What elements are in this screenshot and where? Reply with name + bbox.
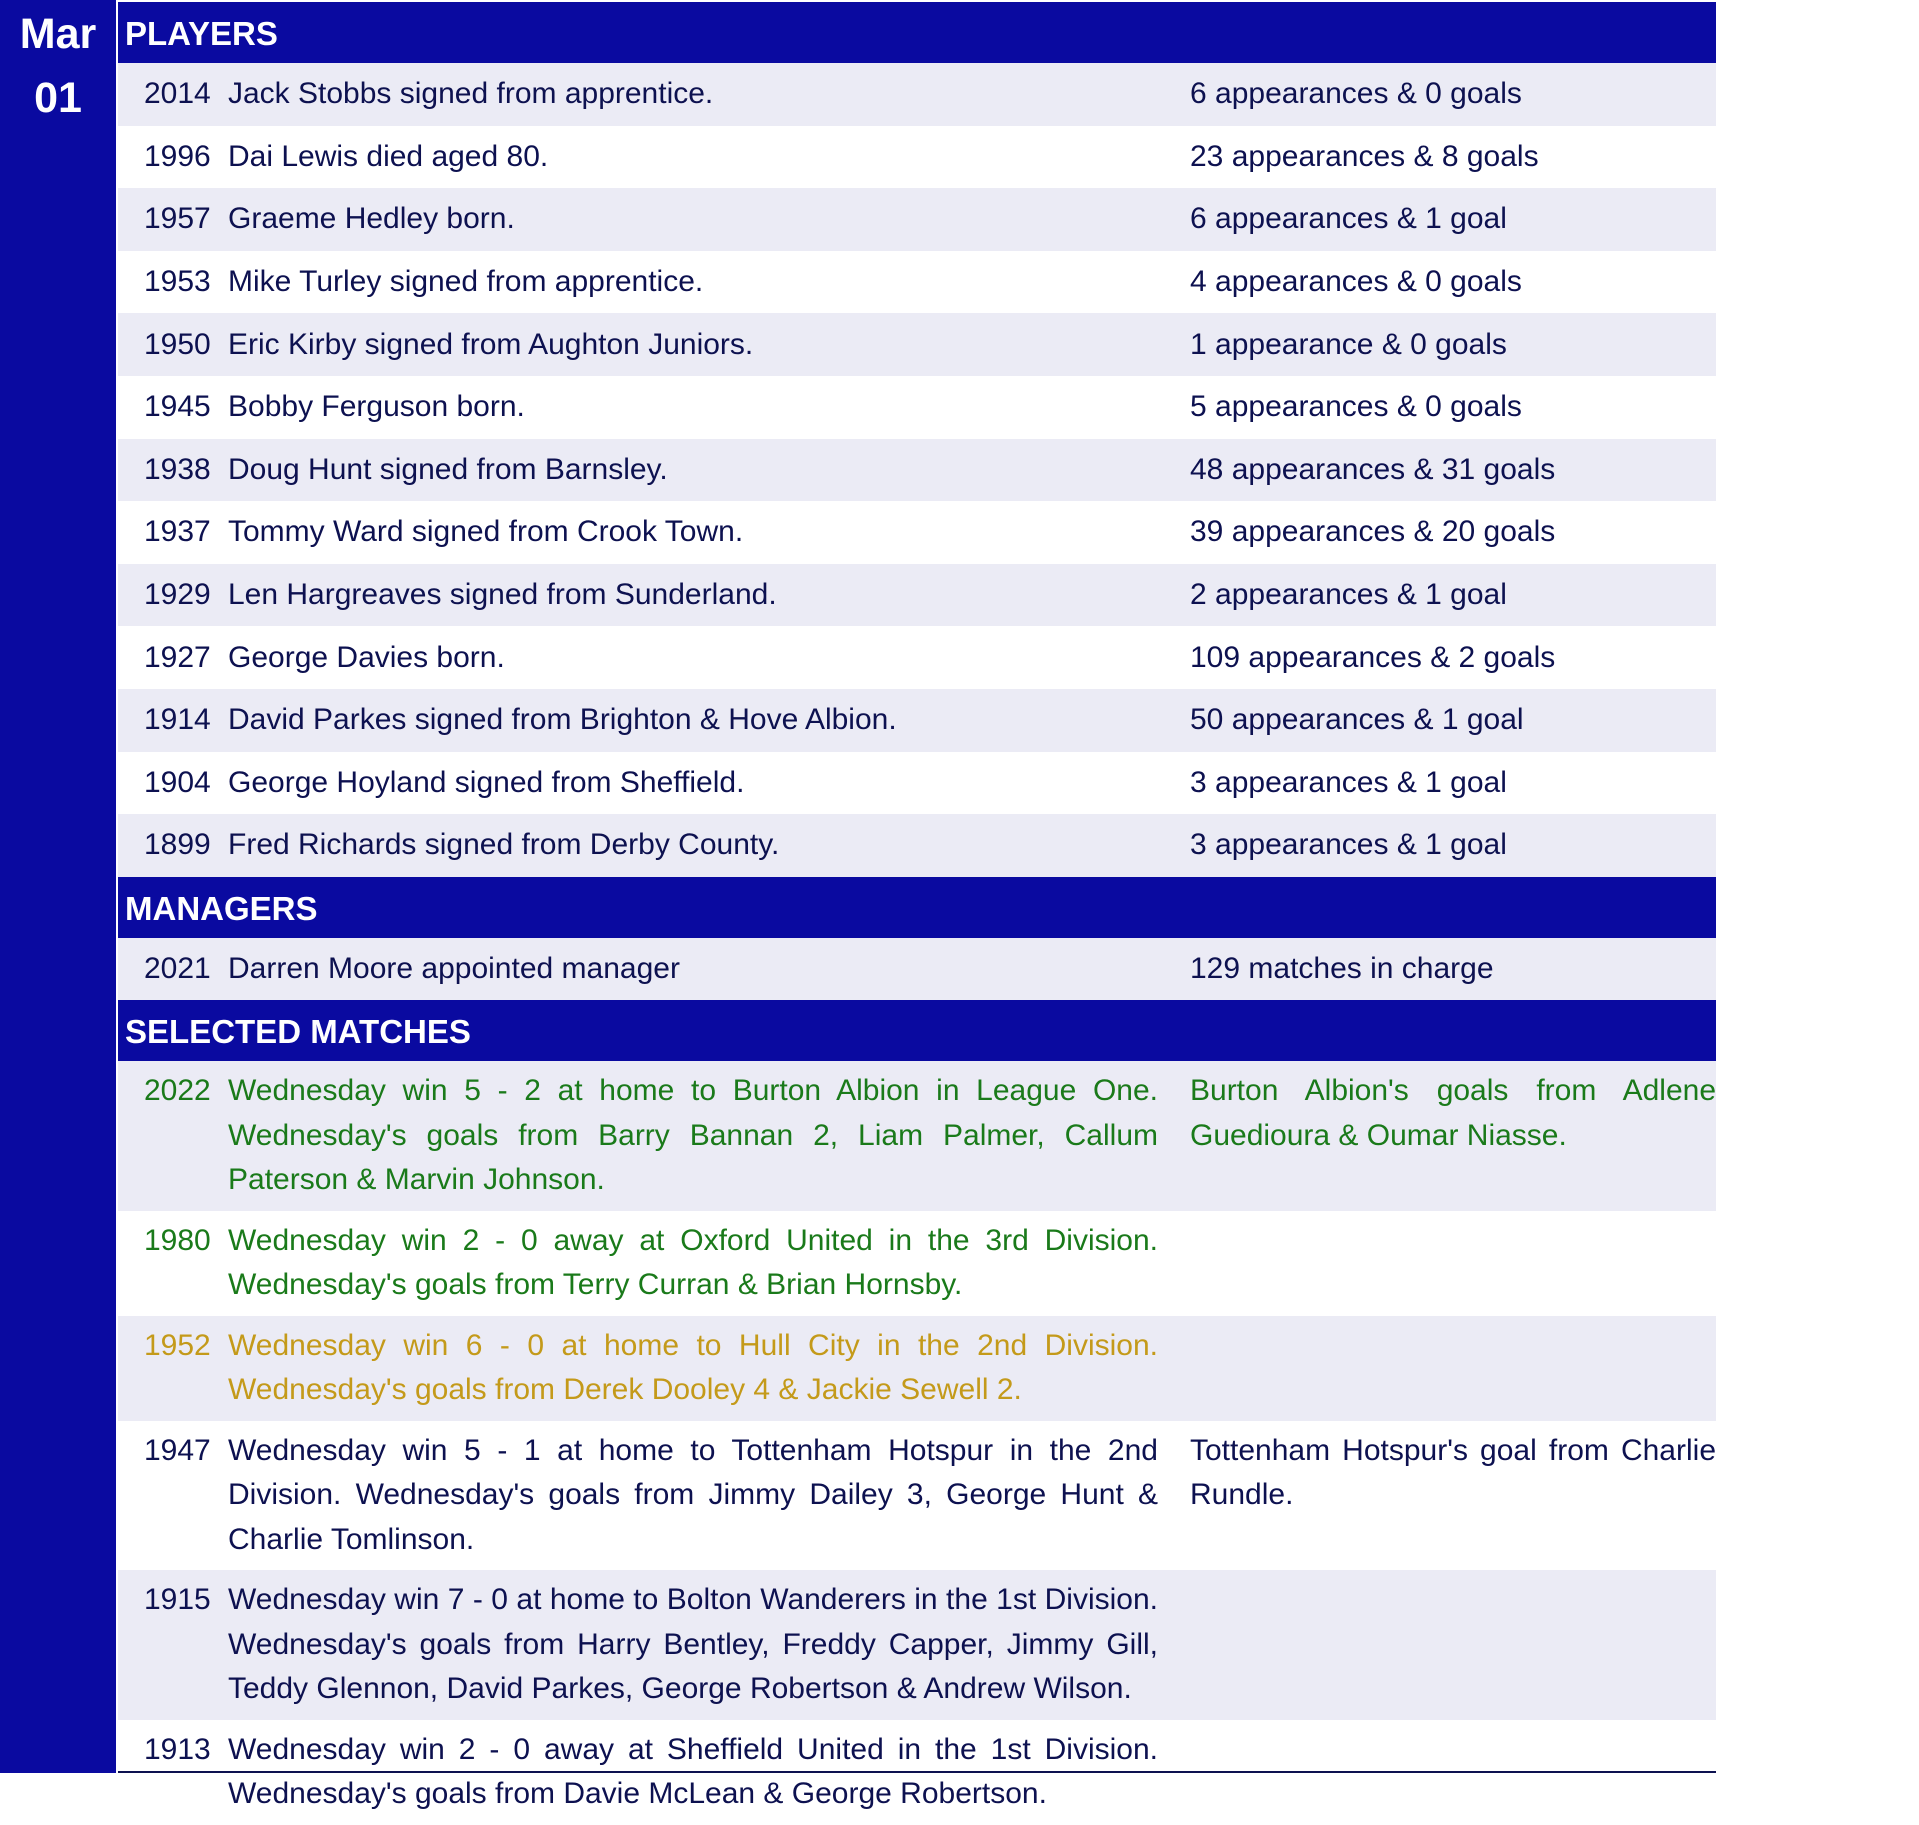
player-stats: 2 appearances & 1 goal <box>1190 578 1507 612</box>
player-row <box>118 439 1716 502</box>
match-description: Wednesday win 2 - 0 away at Oxford United in the 3rd Division. Wednesday's goals from Terry Curran & Brian Hornsby. <box>228 1223 1158 1302</box>
player-year: 1945 <box>144 390 211 424</box>
player-row <box>118 626 1716 689</box>
player-row <box>118 501 1716 564</box>
match-row <box>118 1421 1716 1571</box>
match-row <box>118 1316 1716 1421</box>
player-description: Dai Lewis died aged 80. <box>228 139 549 173</box>
match-description: Wednesday win 6 - 0 at home to Hull City in the 2nd Division. Wednesday's goals from Derek Dooley 4 & Jackie Sewell 2. <box>228 1328 1158 1407</box>
player-year: 1937 <box>144 515 211 549</box>
player-year: 1996 <box>144 139 211 173</box>
matches-list <box>118 1061 1716 1825</box>
player-description: Doug Hunt signed from Barnsley. <box>228 452 668 486</box>
player-description: Jack Stobbs signed from apprentice. <box>228 77 714 111</box>
match-row <box>118 1061 1716 1211</box>
matches-section-header: SELECTED MATCHES <box>118 1000 1716 1061</box>
match-description: Wednesday win 5 - 1 at home to Tottenham Hotspur in the 2nd Division. Wednesday's goals from Jimmy Dailey 3, George Hunt & Charlie Tomlinson. <box>228 1433 1158 1556</box>
date-month: Mar <box>19 10 97 58</box>
player-year: 1914 <box>144 703 211 737</box>
player-year: 1904 <box>144 765 211 799</box>
player-stats: 39 appearances & 20 goals <box>1190 515 1556 549</box>
manager-year: 2021 <box>144 952 211 986</box>
match-year: 1980 <box>144 1223 211 1257</box>
players-section-header: PLAYERS <box>118 2 1716 63</box>
player-stats: 6 appearances & 1 goal <box>1190 202 1507 236</box>
player-row <box>118 313 1716 376</box>
match-year: 1952 <box>144 1328 211 1362</box>
player-description: Len Hargreaves signed from Sunderland. <box>228 578 777 612</box>
managers-section-header: MANAGERS <box>118 877 1716 938</box>
player-row <box>118 564 1716 627</box>
player-stats: 109 appearances & 2 goals <box>1190 640 1556 674</box>
match-row <box>118 1211 1716 1316</box>
manager-stats: 129 matches in charge <box>1190 952 1494 986</box>
date-column <box>0 0 116 1773</box>
player-stats: 23 appearances & 8 goals <box>1190 139 1539 173</box>
player-description: David Parkes signed from Brighton & Hove Albion. <box>228 703 897 737</box>
player-row <box>118 814 1716 877</box>
match-row <box>118 1570 1716 1720</box>
player-stats: 3 appearances & 1 goal <box>1190 828 1507 862</box>
date-day: 01 <box>34 74 82 122</box>
player-year: 1950 <box>144 327 211 361</box>
player-row <box>118 689 1716 752</box>
player-description: Graeme Hedley born. <box>228 202 515 236</box>
match-year: 1913 <box>144 1732 211 1766</box>
player-year: 2014 <box>144 77 211 111</box>
players-list <box>118 63 1716 877</box>
player-stats: 48 appearances & 31 goals <box>1190 452 1556 486</box>
player-stats: 4 appearances & 0 goals <box>1190 265 1522 299</box>
player-row <box>118 188 1716 251</box>
player-description: Tommy Ward signed from Crook Town. <box>228 515 744 549</box>
player-stats: 3 appearances & 1 goal <box>1190 765 1507 799</box>
player-year: 1899 <box>144 828 211 862</box>
managers-list <box>118 938 1716 1001</box>
player-stats: 1 appearance & 0 goals <box>1190 327 1507 361</box>
player-row <box>118 752 1716 815</box>
player-stats: 5 appearances & 0 goals <box>1190 390 1522 424</box>
player-year: 1929 <box>144 578 211 612</box>
match-description: Wednesday win 5 - 2 at home to Burton Albion in League One. Wednesday's goals from Barry Bannan 2, Liam Palmer, Callum Paterson & Marvin Johnson. <box>228 1074 1158 1197</box>
player-description: Eric Kirby signed from Aughton Juniors. <box>228 327 754 361</box>
player-description: Bobby Ferguson born. <box>228 390 525 424</box>
match-year: 1947 <box>144 1433 211 1467</box>
player-row <box>118 376 1716 439</box>
player-stats: 50 appearances & 1 goal <box>1190 703 1524 737</box>
player-year: 1953 <box>144 265 211 299</box>
match-opponent-goals: Tottenham Hotspur's goal from Charlie Rundle. <box>1190 1433 1716 1512</box>
match-description: Wednesday win 2 - 0 away at Sheffield United in the 1st Division. Wednesday's goals from Davie McLean & George Robertson. <box>228 1732 1158 1811</box>
match-year: 2022 <box>144 1074 211 1108</box>
player-year: 1927 <box>144 640 211 674</box>
manager-row <box>118 938 1716 1001</box>
player-row <box>118 251 1716 314</box>
player-year: 1957 <box>144 202 211 236</box>
player-description: George Davies born. <box>228 640 505 674</box>
player-row <box>118 126 1716 189</box>
player-stats: 6 appearances & 0 goals <box>1190 77 1522 111</box>
player-description: Mike Turley signed from apprentice. <box>228 265 704 299</box>
manager-description: Darren Moore appointed manager <box>228 952 680 986</box>
match-description: Wednesday win 7 - 0 at home to Bolton Wanderers in the 1st Division. Wednesday's goals from Harry Bentley, Freddy Capper, Jimmy Gill, Teddy Glennon, David Parkes, George Robertson & Andrew Wilson. <box>228 1583 1158 1706</box>
player-row <box>118 63 1716 126</box>
content-area <box>118 2 1716 1825</box>
player-description: George Hoyland signed from Sheffield. <box>228 765 745 799</box>
match-opponent-goals: Burton Albion's goals from Adlene Guedioura & Oumar Niasse. <box>1190 1074 1716 1152</box>
match-year: 1915 <box>144 1583 211 1617</box>
player-description: Fred Richards signed from Derby County. <box>228 828 780 862</box>
player-year: 1938 <box>144 452 211 486</box>
